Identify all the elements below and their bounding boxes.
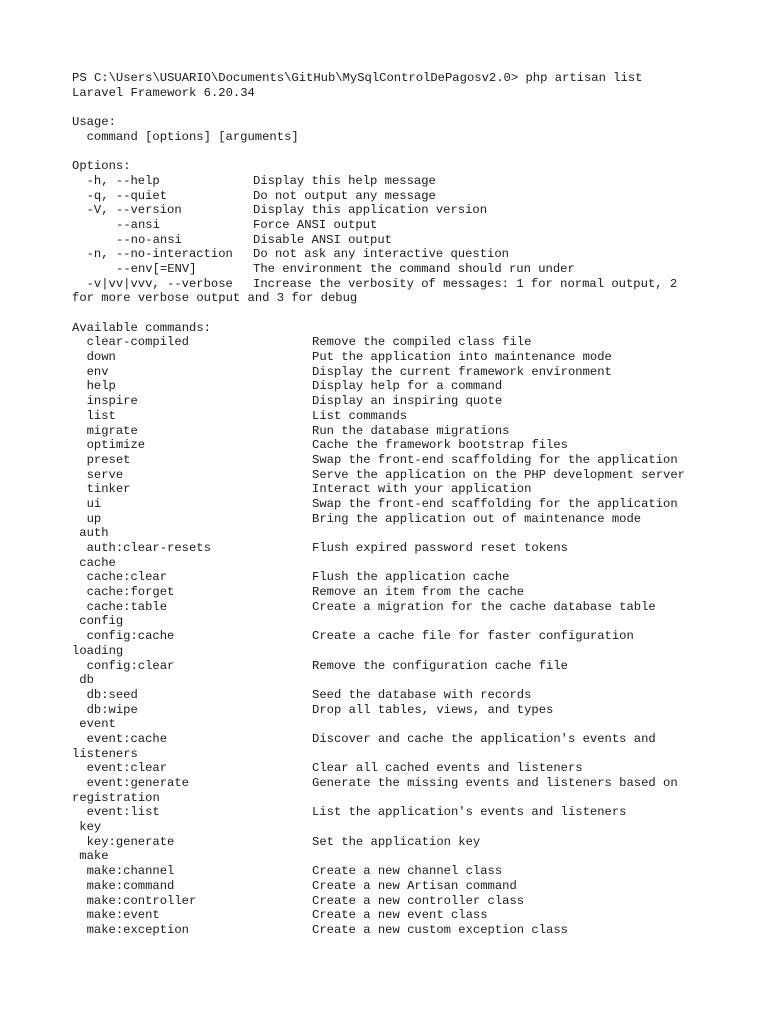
command-row [72, 908, 752, 923]
terminal-output [72, 71, 752, 938]
command-key: db:seed [86, 687, 138, 702]
option-row [72, 174, 752, 189]
command-row [72, 732, 752, 747]
command-key: make:channel [86, 864, 175, 879]
command-row [72, 482, 752, 497]
command-row [72, 512, 752, 527]
command-desc: Flush the application cache [312, 570, 510, 585]
option-key: --ansi [116, 217, 160, 232]
command-desc: Create a migration for the cache database table [312, 599, 656, 614]
command-desc: Remove the compiled class file [312, 335, 532, 350]
option-row [72, 189, 752, 204]
command-desc: Create a new event class [312, 908, 488, 923]
command-row [72, 776, 752, 791]
command-desc: Put the application into maintenance mode [312, 350, 612, 365]
command-desc: Swap the front-end scaffolding for the application [312, 496, 678, 511]
option-row [72, 247, 752, 262]
option-desc: Force ANSI output [253, 217, 378, 232]
command-key: cache:table [86, 599, 168, 614]
option-key: --no-ansi [116, 232, 182, 247]
command-row [72, 424, 752, 439]
command-key: cache:clear [86, 570, 168, 585]
command-desc: List the application's events and listeners [312, 805, 627, 820]
command-desc: Remove the configuration cache file [312, 658, 568, 673]
command-desc: Create a new custom exception class [312, 922, 568, 937]
command-desc: Remove an item from the cache [312, 585, 525, 600]
command-wrap-line: registration [72, 790, 160, 805]
command-key: cache:forget [86, 585, 175, 600]
command-desc: List commands [312, 408, 408, 423]
command-key: make:event [86, 908, 160, 923]
command-desc: Display help for a command [312, 379, 503, 394]
command-row [72, 409, 752, 424]
command-group-config: config [79, 614, 124, 629]
command-desc: Generate the missing events and listeners based on [312, 776, 678, 790]
command-row [72, 438, 752, 453]
command-row [72, 894, 752, 909]
command-row [72, 761, 752, 776]
command-key: event:list [86, 805, 160, 820]
command-row [72, 335, 752, 350]
command-group-auth: auth [79, 526, 109, 541]
option-wrap-line: for more verbose output and 3 for debug [72, 291, 358, 306]
command-key: tinker [86, 482, 131, 497]
command-desc: Flush expired password reset tokens [312, 541, 568, 555]
command-desc: Swap the front-end scaffolding for the application [312, 452, 678, 467]
command-desc: Clear all cached events and listeners [312, 761, 583, 776]
command-row [72, 659, 752, 674]
command-row [72, 453, 752, 468]
command-row [72, 805, 752, 820]
option-desc: Display this help message [253, 173, 436, 188]
command-desc: Create a new controller class [312, 893, 525, 908]
command-row [72, 600, 752, 615]
command-key: db:wipe [86, 702, 138, 717]
command-row [72, 379, 752, 394]
option-row [72, 277, 752, 292]
command-row [72, 835, 752, 850]
command-key: optimize [86, 438, 146, 453]
command-group-db: db [79, 673, 94, 688]
option-row [72, 218, 752, 233]
blank-line [72, 144, 752, 159]
usage-heading: Usage: [72, 115, 116, 130]
option-key: --env[=ENV] [116, 261, 197, 276]
command-key: auth:clear-resets [86, 541, 211, 555]
command-key: down [86, 350, 116, 365]
command-wrap-line: listeners [72, 746, 138, 761]
command-row [72, 585, 752, 600]
command-key: make:exception [86, 922, 189, 937]
command-desc: Run the database migrations [312, 423, 510, 438]
command-wrap-line: loading [72, 643, 124, 658]
command-row [72, 703, 752, 718]
command-desc: Serve the application on the PHP development server [312, 467, 685, 482]
command-group-event: event [79, 717, 116, 732]
commands-heading: Available commands: [72, 320, 211, 335]
option-key: -q, --quiet [86, 188, 168, 203]
option-desc: Display this application version [253, 203, 488, 218]
options-heading: Options: [72, 159, 131, 174]
command-row [72, 570, 752, 585]
command-key: config:cache [86, 629, 175, 644]
command-desc: Cache the framework bootstrap files [312, 438, 568, 453]
command-row [72, 688, 752, 703]
usage-line [72, 130, 752, 145]
command-row [72, 541, 752, 556]
option-desc: The environment the command should run under [253, 261, 575, 276]
command-key: env [86, 364, 109, 379]
command-row [72, 923, 752, 938]
command-key: event:generate [86, 776, 189, 790]
command-group-make: make [79, 849, 109, 864]
command-key: up [86, 511, 102, 526]
command-desc: Create a new Artisan command [312, 878, 517, 893]
command-group-cache: cache [79, 555, 116, 570]
command-key: make:controller [86, 893, 197, 908]
command-row [72, 394, 752, 409]
command-desc: Interact with your application [312, 482, 532, 497]
option-key: -v|vv|vvv, --verbose [86, 276, 233, 291]
command-key: ui [86, 496, 102, 511]
command-key: migrate [86, 423, 138, 438]
command-row [72, 468, 752, 483]
command-desc: Discover and cache the application's events and [312, 731, 656, 746]
command-key: inspire [86, 394, 138, 409]
command-desc: Bring the application out of maintenance mode [312, 511, 642, 526]
option-row [72, 262, 752, 277]
option-key: -h, --help [86, 173, 160, 188]
option-row [72, 203, 752, 218]
option-key: -V, --version [86, 203, 182, 218]
option-desc: Do not ask any interactive question [253, 247, 509, 262]
blank-line [72, 306, 752, 321]
command-key: serve [86, 467, 124, 482]
command-key: make:command [86, 878, 175, 893]
command-desc: Seed the database with records [312, 687, 532, 702]
command-desc: Drop all tables, views, and types [312, 702, 554, 717]
command-key: help [86, 379, 116, 394]
command-desc: Set the application key [312, 834, 481, 849]
blank-line [72, 100, 752, 115]
option-row [72, 233, 752, 248]
framework-version: Laravel Framework 6.20.34 [72, 85, 255, 100]
command-key: list [86, 408, 116, 423]
command-key: config:clear [86, 658, 175, 673]
command-desc: Create a cache file for faster configuration [312, 629, 634, 644]
command-desc: Display an inspiring quote [312, 394, 503, 409]
command-row [72, 879, 752, 894]
command-key: clear-compiled [86, 335, 189, 350]
command-row [72, 629, 752, 644]
command-row [72, 350, 752, 365]
usage-syntax: command [options] [arguments] [86, 129, 299, 144]
command-key: key:generate [86, 834, 175, 849]
option-desc: Disable ANSI output [253, 232, 392, 247]
command-row [72, 864, 752, 879]
command-row [72, 497, 752, 512]
option-desc: Do not output any message [253, 188, 436, 203]
command-prompt-line: PS C:\Users\USUARIO\Documents\GitHub\MySqlControlDePagosv2.0> php artisan list [72, 71, 643, 85]
command-desc: Create a new channel class [312, 864, 503, 879]
option-desc: Increase the verbosity of messages: 1 for normal output, 2 [253, 276, 678, 291]
command-group-key: key [79, 820, 102, 835]
command-desc: Display the current framework environment [312, 364, 612, 379]
command-key: preset [86, 452, 131, 467]
command-key: event:clear [86, 761, 168, 776]
option-key: -n, --no-interaction [86, 247, 233, 262]
command-row [72, 365, 752, 380]
command-key: event:cache [86, 731, 168, 746]
